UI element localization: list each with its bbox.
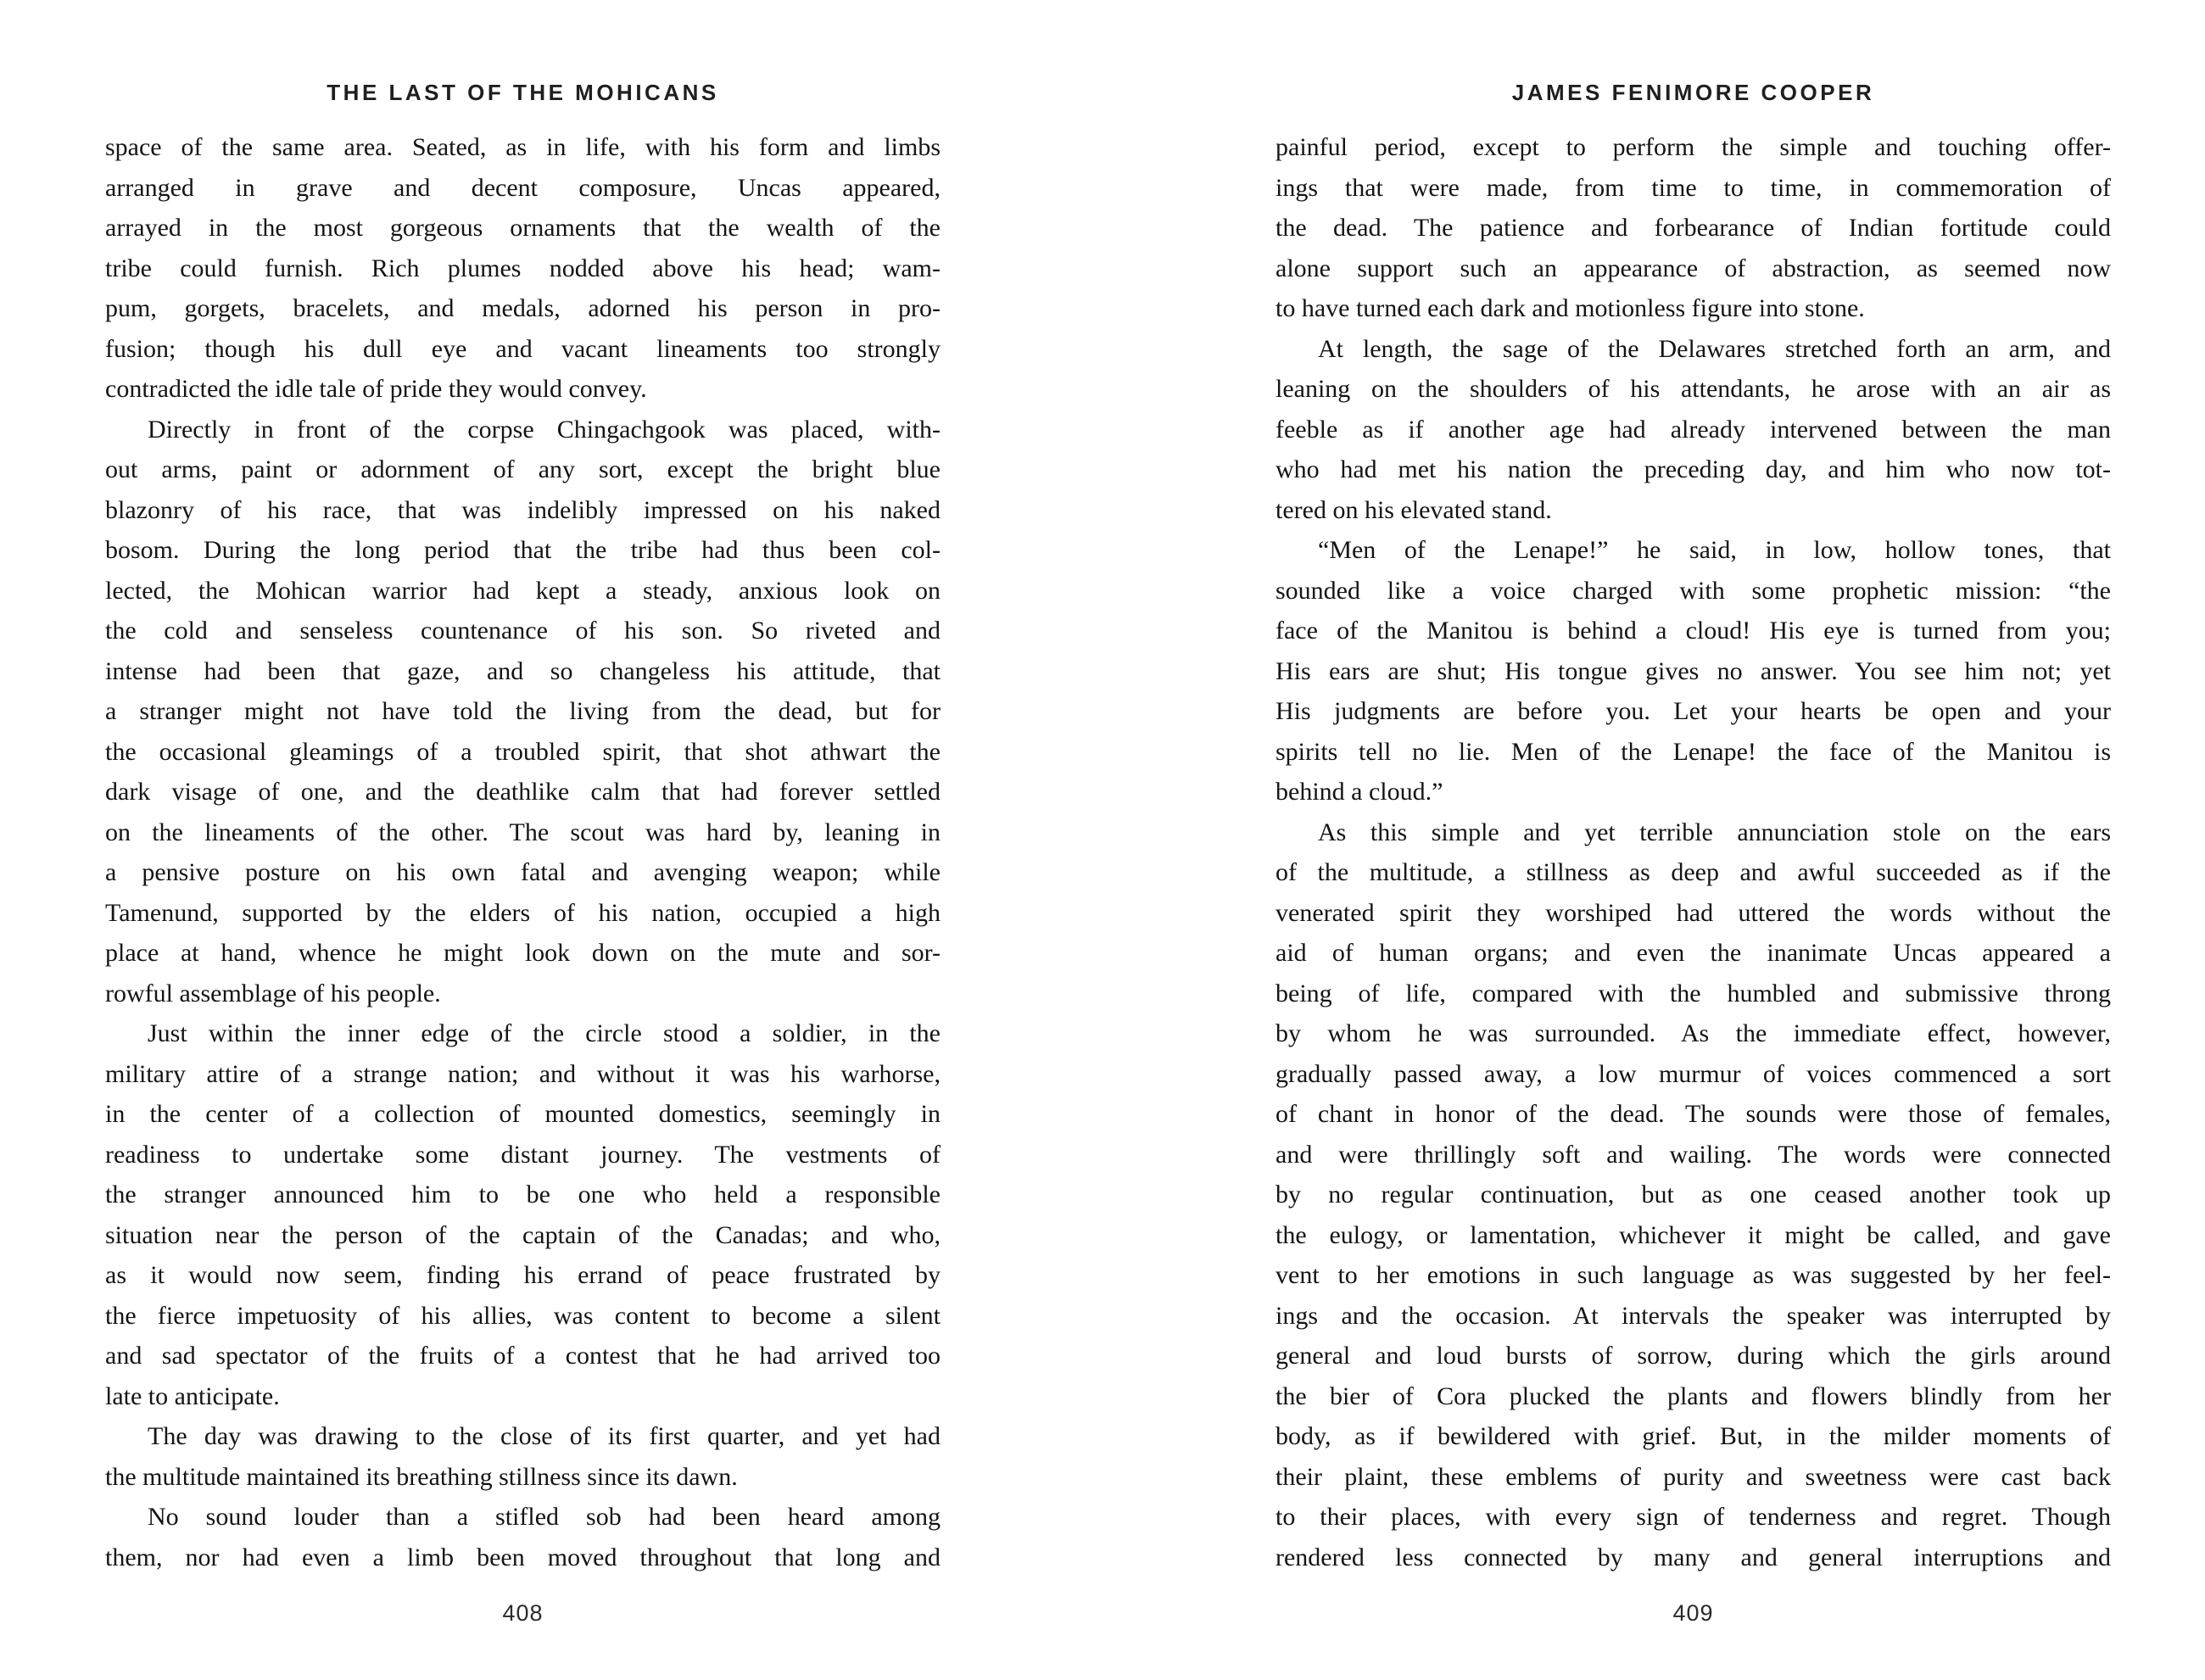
text-line: who had met his nation the preceding day, and him who now tot- xyxy=(1276,455,2111,483)
text-line: the bier of Cora plucked the plants and flowers blindly from her xyxy=(1276,1381,2111,1410)
text-line: sounded like a voice charged with some prophetic mission: “the xyxy=(1276,576,2111,605)
text-line: body, as if bewildered with grief. But, in the milder moments of xyxy=(1276,1422,2111,1450)
left-page-body-text xyxy=(105,127,941,1577)
text-line: alone support such an appearance of abstraction, as seemed now xyxy=(1276,254,2111,282)
text-line: venerated spirit they worshiped had uttered the words without the xyxy=(1276,898,2111,927)
text-line: The day was drawing to the close of its first quarter, and yet had xyxy=(148,1422,941,1450)
text-line: the fierce impetuosity of his allies, was content to become a silent xyxy=(105,1301,941,1330)
text-line: vent to her emotions in such language as was suggested by her feel- xyxy=(1276,1261,2111,1289)
text-line: military attire of a strange nation; and without it was his warhorse, xyxy=(105,1059,941,1088)
text-line: contradicted the idle tale of pride they would convey. xyxy=(105,375,647,403)
text-line: general and loud bursts of sorrow, during which the girls around xyxy=(1276,1342,2111,1370)
text-line: spirits tell no lie. Men of the Lenape! the face of the Manitou is xyxy=(1276,737,2111,766)
text-line: as it would now seem, finding his errand of peace frustrated by xyxy=(105,1261,941,1289)
text-line: As this simple and yet terrible annunciation stole on the ears xyxy=(1318,818,2111,846)
text-line: Tamenund, supported by the elders of his nation, occupied a high xyxy=(105,898,941,927)
text-line: tribe could furnish. Rich plumes nodded above his head; wam- xyxy=(105,254,941,282)
text-line: dark visage of one, and the deathlike calm that had forever settled xyxy=(105,778,941,806)
text-line: blazonry of his race, that was indelibly impressed on his naked xyxy=(105,495,941,524)
text-line: a pensive posture on his own fatal and avenging weapon; while xyxy=(105,858,941,886)
text-line: of chant in honor of the dead. The sounds were those of females, xyxy=(1276,1100,2111,1128)
text-line: painful period, except to perform the simple and touching offer- xyxy=(1276,133,2111,161)
text-line: Just within the inner edge of the circle stood a soldier, in the xyxy=(148,1019,941,1047)
text-line: fusion; though his dull eye and vacant lineaments too strongly xyxy=(105,334,941,363)
text-line: to have turned each dark and motionless figure into stone. xyxy=(1276,294,1865,322)
text-line: space of the same area. Seated, as in life, with his form and limbs xyxy=(105,133,941,161)
text-line: At length, the sage of the Delawares stretched forth an arm, and xyxy=(1318,334,2111,363)
text-line: the occasional gleamings of a troubled spirit, that shot athwart the xyxy=(105,737,941,766)
text-line: the eulogy, or lamentation, whichever it might be called, and gave xyxy=(1276,1220,2111,1249)
text-line: the cold and senseless countenance of his son. So riveted and xyxy=(105,617,941,645)
right-page-number: 409 xyxy=(1672,1600,1714,1626)
text-line: late to anticipate. xyxy=(105,1381,280,1410)
left-page-header: THE LAST OF THE MOHICANS xyxy=(327,80,719,105)
text-line: rowful assemblage of his people. xyxy=(105,979,441,1007)
text-line: situation near the person of the captain of the Canadas; and who, xyxy=(105,1220,941,1249)
text-line: by whom he was surrounded. As the immediate effect, however, xyxy=(1276,1019,2111,1047)
right-page-header: JAMES FENIMORE COOPER xyxy=(1511,80,1875,105)
text-line: ings and the occasion. At intervals the speaker was interrupted by xyxy=(1276,1301,2111,1330)
left-page-number: 408 xyxy=(502,1600,544,1626)
text-line: arranged in grave and decent composure, Uncas appeared, xyxy=(105,173,941,202)
text-line: to their places, with every sign of tenderness and regret. Though xyxy=(1276,1503,2111,1531)
text-line: aid of human organs; and even the inanimate Uncas appeared a xyxy=(1276,939,2111,967)
text-line: leaning on the shoulders of his attendants, he arose with an air as xyxy=(1276,375,2111,403)
text-line: bosom. During the long period that the tribe had thus been col- xyxy=(105,536,941,564)
text-line: rendered less connected by many and general interruptions and xyxy=(1276,1543,2111,1571)
text-line: His ears are shut; His tongue gives no answer. You see him not; yet xyxy=(1276,656,2111,685)
text-line: of the multitude, a stillness as deep and awful succeeded as if the xyxy=(1276,858,2111,886)
text-line: their plaint, these emblems of purity and sweetness were cast back xyxy=(1276,1462,2111,1491)
text-line: tered on his elevated stand. xyxy=(1276,495,1552,524)
text-line: the dead. The patience and forbearance of Indian fortitude could xyxy=(1276,214,2111,242)
text-line: place at hand, whence he might look down on the mute and sor- xyxy=(105,939,941,967)
text-line: being of life, compared with the humbled and submissive throng xyxy=(1276,979,2111,1007)
text-line: Directly in front of the corpse Chingachgook was placed, with- xyxy=(148,415,941,444)
text-line: lected, the Mohican warrior had kept a steady, anxious look on xyxy=(105,576,941,605)
text-line: No sound louder than a stifled sob had been heard among xyxy=(148,1503,941,1531)
text-line: the stranger announced him to be one who held a responsible xyxy=(105,1180,941,1208)
text-line: behind a cloud.” xyxy=(1276,778,1443,806)
text-line: feeble as if another age had already intervened between the man xyxy=(1276,415,2111,444)
text-line: pum, gorgets, bracelets, and medals, adorned his person in pro- xyxy=(105,294,941,322)
text-line: His judgments are before you. Let your hearts be open and your xyxy=(1276,697,2111,725)
right-page-body-text xyxy=(1276,127,2111,1577)
text-line: and were thrillingly soft and wailing. The words were connected xyxy=(1276,1140,2111,1169)
text-line: intense had been that gaze, and so changeless his attitude, that xyxy=(105,656,941,685)
text-line: readiness to undertake some distant journey. The vestments of xyxy=(105,1140,941,1169)
text-line: and sad spectator of the fruits of a contest that he had arrived too xyxy=(105,1342,941,1370)
text-line: them, nor had even a limb been moved throughout that long and xyxy=(105,1543,941,1571)
text-line: in the center of a collection of mounted domestics, seemingly in xyxy=(105,1100,941,1128)
text-line: ings that were made, from time to time, in commemoration of xyxy=(1276,173,2111,202)
text-line: the multitude maintained its breathing stillness since its dawn. xyxy=(105,1462,738,1491)
text-line: out arms, paint or adornment of any sort, except the bright blue xyxy=(105,455,941,483)
text-line: face of the Manitou is behind a cloud! His eye is turned from you; xyxy=(1276,617,2111,645)
text-line: arrayed in the most gorgeous ornaments that the wealth of the xyxy=(105,214,941,242)
text-line: on the lineaments of the other. The scout was hard by, leaning in xyxy=(105,818,941,846)
text-line: gradually passed away, a low murmur of voices commenced a sort xyxy=(1276,1059,2111,1088)
text-line: a stranger might not have told the living from the dead, but for xyxy=(105,697,941,725)
text-line: by no regular continuation, but as one ceased another took up xyxy=(1276,1180,2111,1208)
text-line: “Men of the Lenape!” he said, in low, hollow tones, that xyxy=(1318,536,2111,564)
